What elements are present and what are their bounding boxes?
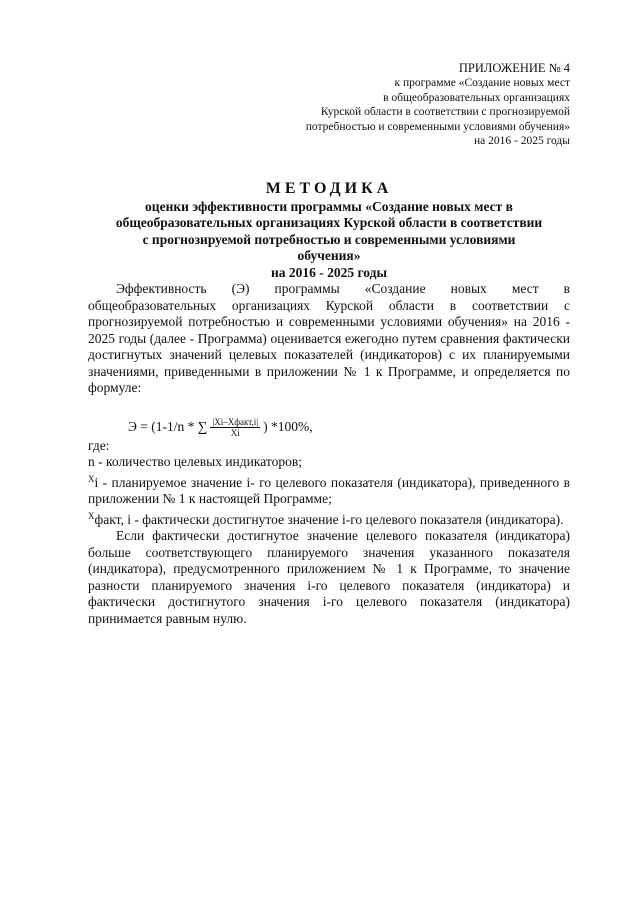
appendix-line: в общеобразовательных организациях	[383, 91, 570, 104]
appendix-title: ПРИЛОЖЕНИЕ № 4	[458, 61, 570, 75]
efficiency-formula	[128, 417, 570, 438]
appendix-line: к программе «Создание новых мест	[394, 77, 570, 89]
intro-paragraph: Эффективность (Э) программы «Создание новых мест в общеобразовательных организациях Курской области в соответствии с прогнозируемой потребностью и современными условиями обучения» на 2016 - 2025 годы (далее - Программа) оценивается ежегодно путем сравнения фактически достигнутых значений целевых показателей (индикаторов) с их планируемыми значениями, приведенными в приложении № 1 к Программе, и определяется по формуле:	[88, 281, 570, 395]
appendix-line: Курской области в соответствии с прогнозируемой	[320, 106, 570, 118]
xfact-symbol: X	[88, 510, 95, 521]
heading-line: оценки эффективности программы «Создание новых мест в	[145, 198, 513, 214]
definition-n: n - количество целевых индикаторов;	[88, 454, 302, 469]
heading-line: общеобразовательных организациях Курской области в соответствии	[115, 215, 543, 230]
definition-xfact	[88, 508, 570, 529]
closing-paragraph: Если фактически достигнутое значение целевого показателя (индикатора) больше соответствующего планируемого значения указанного показателя (индикатора), предусмотренного приложением № 1 к Программе, то значение разности планируемого значения i-го целевого показателя (индикатора) и фактически достигнутого значения i-го целевого показателя (индикатора) принимается равным нулю.	[88, 528, 570, 626]
formula-denominator: Xi	[230, 427, 240, 438]
appendix-header	[88, 60, 570, 149]
heading-line: с прогнозируемой потребностью и современными условиями	[142, 231, 516, 247]
xfact-subscript: факт, i	[94, 511, 132, 527]
xi-subscript: i	[94, 474, 99, 490]
formula-rhs: ) *100%,	[263, 418, 313, 434]
xi-text: - планируемое значение i- го целевого показателя (индикатора), приведенного в приложении № 1 к настоящей Программе;	[88, 474, 570, 506]
heading-line: на 2016 - 2025 годы	[270, 264, 388, 280]
appendix-line: потребностью и современными условиями обучения»	[305, 120, 570, 133]
where-label: где:	[88, 437, 110, 453]
appendix-line: на 2016 - 2025 годы	[473, 135, 570, 147]
xfact-text: - фактически достигнутое значение i-го целевого показателя (индикатора).	[131, 511, 564, 527]
xi-symbol: X	[88, 473, 95, 484]
formula-lhs: Э = (1-1/n * ∑	[128, 418, 208, 434]
document-body	[88, 281, 570, 627]
document-title: МЕТОДИКА	[265, 179, 393, 197]
formula-fraction	[210, 417, 260, 438]
definition-xi	[88, 471, 570, 508]
heading-line: обучения»	[297, 248, 361, 263]
formula-numerator: |Xi–Xфакт,i|	[212, 416, 259, 427]
document-heading	[88, 179, 570, 282]
